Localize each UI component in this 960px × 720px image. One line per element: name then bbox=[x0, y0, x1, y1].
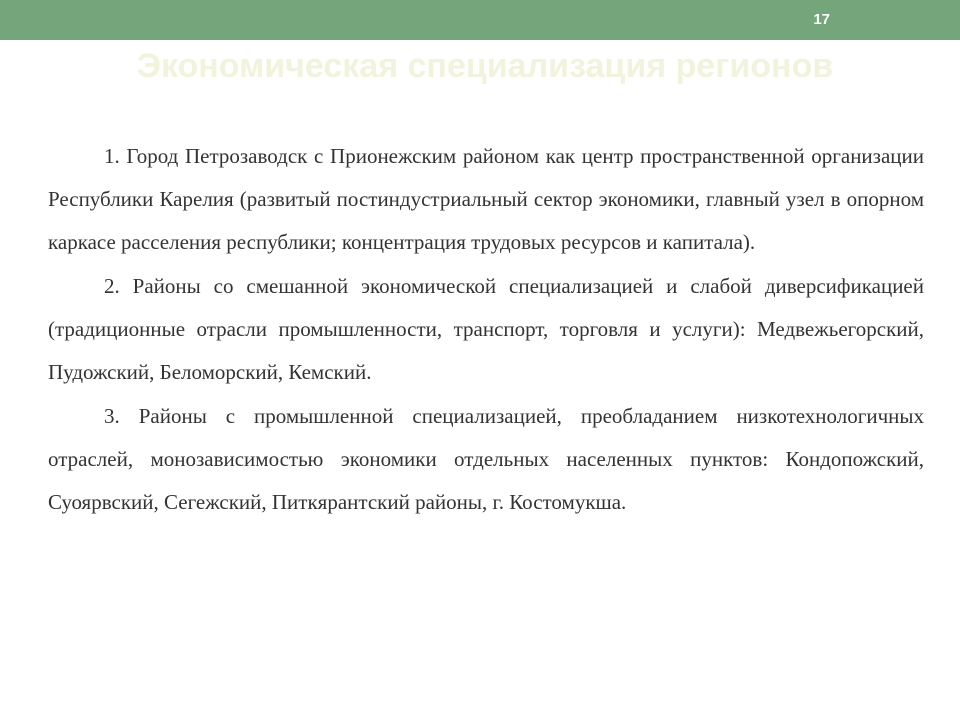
paragraph-1: 1. Город Петрозаводск с Прионежским районом как центр пространственной организации Республики Карелия (развитый постиндустриальный сектор экономики, главный узел в опорном каркасе расселения республики; концентрация трудовых ресурсов и капитала). bbox=[48, 144, 924, 254]
slide-body bbox=[48, 135, 924, 525]
slide-title: Экономическая специализация регионов bbox=[136, 47, 834, 85]
paragraph-3: 3. Районы с промышленной специализацией, преобладанием низкотехнологичных отраслей, монозависимостью экономики отдельных населенных пунктов: Кондопожский, Суоярвский, Сегежский, Питкярантский районы, г. Костомукша. bbox=[48, 404, 924, 514]
header-bar bbox=[0, 0, 960, 40]
paragraph-2: 2. Районы со смешанной экономической специализацией и слабой диверсификацией (традиционные отрасли промышленности, транспорт, торговля и услуги): Медвежьегорский, Пудожский, Беломорский, Кемский. bbox=[48, 274, 924, 384]
slide-number: 17 bbox=[813, 11, 830, 28]
